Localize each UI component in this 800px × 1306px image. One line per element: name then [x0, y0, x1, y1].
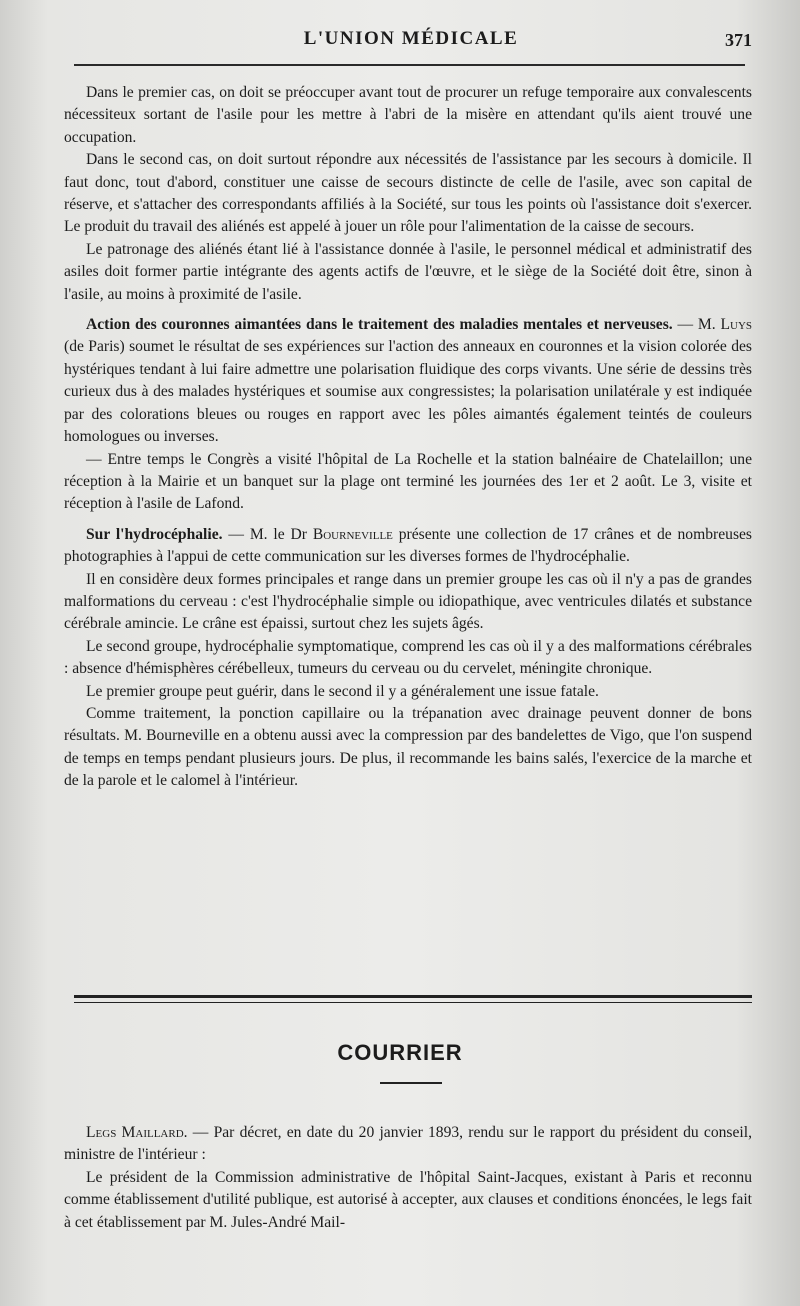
page-number: 371	[725, 30, 752, 50]
author-name: Bourneville	[312, 525, 393, 543]
header-rule	[74, 64, 745, 66]
section-divider	[74, 995, 752, 1007]
section-text: présente une collection de 17 crânes et de nombreuses photographies à l'appui de cette communication sur les diverses formes de l'hydrocéphalie.	[64, 525, 752, 566]
section-lead: — M. le Dr	[222, 525, 313, 543]
paragraph: Le patronage des aliénés étant lié à l'assistance donnée à l'asile, le personnel médical et administratif des asiles doit former partie intégrante des agents actifs de l'œuvre, et le siège de la Société doit être, sinon à l'asile, au moins à proximité de l'asile.	[64, 240, 752, 303]
paragraph: Comme traitement, la ponction capillaire ou la trépanation avec drainage peuvent donner de bons résultats. M. Bourneville en a obtenu aussi avec la compression par des bandelettes de Vigo, que l'on suspend de temps en temps pendant plusieurs jours. De plus, il recommande les bains salés, l'exercice de la marche et de la parole et le calomel à l'intérieur.	[64, 704, 752, 790]
paragraph: Dans le second cas, on doit surtout répondre aux nécessités de l'assistance par les secours à domicile. Il faut donc, tout d'abord, constituer une caisse de secours distincte de celle de l'asile, avec son capital de réserve, et s'attacher des correspondants affiliés à la Société, sur tous les points où l'assistance doit s'exercer. Le produit du travail des aliénés est appelé à jouer un rôle pour l'alimentation de la caisse de secours.	[64, 151, 752, 236]
paragraph: Le premier groupe peut guérir, dans le second il y a généralement une issue fatale.	[86, 682, 599, 700]
section-text: (de Paris) soumet le résultat de ses expériences sur l'action des anneaux en couronnes et la vision colorée des hystériques tendant à lui faire admettre une polarisation fluidique des corps vivants. Une série de dessins très curieux dus à des malades hystériques et soumise aux congressistes; la polarisation unilatérale y est indiquée par des colorations bleues ou rouges en rapport avec les pôles aimantés également teintés de couleurs homologues ou inverses.	[64, 338, 752, 446]
paragraph: Dans le premier cas, on doit se préoccuper avant tout de procurer un refuge temporaire aux convalescents nécessiteux sortant de l'asile pour les mettre à l'abri de la misère en attendant qu'ils aient trouvé une occupation.	[64, 84, 752, 146]
courrier-paragraph: Le président de la Commission administrative de l'hôpital Saint-Jacques, existant à Paris et reconnu comme établissement d'utilité publique, est autorisé à accepter, aux clauses et conditions énoncées, le legs fait à cet établissement par M. Jules-André Mail-	[64, 1168, 752, 1231]
paragraph: Il en considère deux formes principales et range dans un premier groupe les cas où il n'y a pas de grandes malformations du cerveau : c'est l'hydrocéphalie simple ou idiopathique, avec ventricules dilatés et substance cérébrale amincie. Le crâne est épaissi, surtout chez les sujets âgés.	[64, 570, 752, 633]
section-title: Sur l'hydrocéphalie.	[86, 525, 223, 543]
heading-underline	[380, 1082, 442, 1084]
article-body	[64, 82, 752, 793]
author-name: Luys	[720, 316, 752, 334]
page-header	[70, 28, 752, 58]
courrier-item-text: — Par décret, en date du 20 janvier 1893, rendu sur le rapport du président du conseil, ministre de l'intérieur :	[64, 1124, 752, 1164]
courrier-heading: COURRIER	[337, 1040, 463, 1065]
section-hydrocephalie	[64, 524, 752, 569]
paragraph: — Entre temps le Congrès a visité l'hôpital de La Rochelle et la station balnéaire de Chatelaillon; une réception à la Mairie et un banquet sur la plage ont terminé les journées des 1er et 2 août. Le 3, visite et réception à l'asile de Lafond.	[64, 450, 752, 513]
running-title: L'UNION MÉDICALE	[303, 28, 519, 49]
section-title: Action des couronnes aimantées dans le traitement des maladies mentales et nerveuses.	[86, 316, 673, 334]
section-couronnes	[64, 314, 752, 448]
section-lead: — M.	[672, 316, 721, 334]
courrier-item-title: Legs Maillard.	[86, 1124, 188, 1141]
courrier-paragraph	[64, 1122, 752, 1167]
courrier-body	[64, 1122, 752, 1234]
paragraph: Le second groupe, hydrocéphalie symptomatique, comprend les cas où il y a des malformations cérébrales : absence d'hémisphères cérébelleux, tumeurs du cerveau ou du cervelet, méningite chronique.	[64, 637, 752, 678]
